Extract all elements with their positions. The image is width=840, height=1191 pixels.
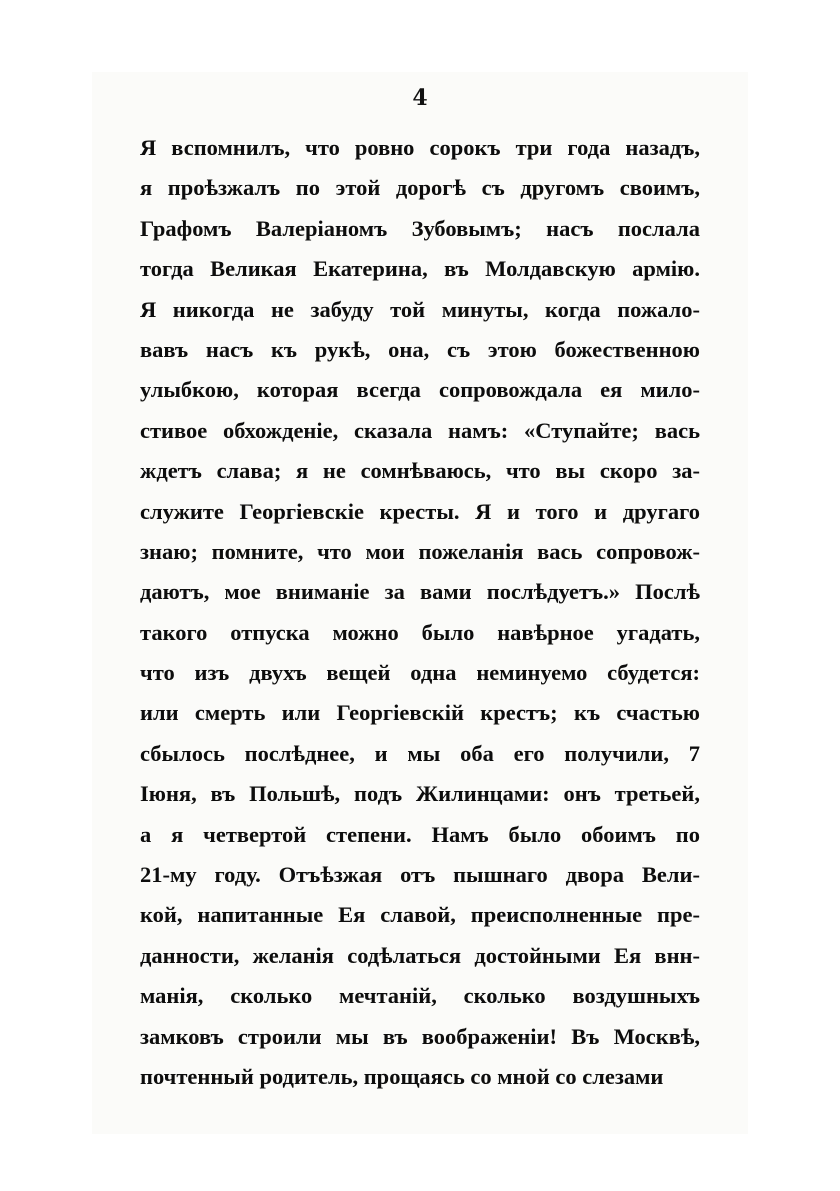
text-line: служите Георгіевскіе кресты. Я и того и другаго	[140, 498, 700, 524]
text-line: почтенный родитель, прощаясь со мной со слезами	[140, 1063, 664, 1089]
text-line: я проѣзжалъ по этой дорогѣ съ другомъ своимъ,	[140, 175, 700, 201]
text-line: Я вспомнилъ, что ровно сорокъ три года назадъ,	[140, 135, 700, 160]
text-line: что изъ двухъ вещей одна неминуемо сбудется:	[140, 660, 700, 686]
text-line: 21-му году. Отъѣзжая отъ пышнаго двора Вели-	[140, 862, 700, 888]
text-line: стивое обхожденіе, сказала намъ: «Ступайте; вась	[140, 417, 700, 443]
text-line: манія, сколько мечтаній, сколько воздушныхъ	[140, 983, 700, 1009]
text-line: сбылось послѣднее, и мы оба его получили, 7	[140, 740, 700, 766]
text-line: замковъ строили мы въ воображеніи! Въ Москвѣ,	[140, 1023, 700, 1049]
text-line: тогда Великая Екатерина, въ Молдавскую армію.	[140, 256, 700, 282]
text-line: кой, напитанные Ея славой, преисполненные пре-	[140, 902, 700, 928]
text-line: знаю; помните, что мои пожеланія вась сопровож-	[140, 538, 700, 564]
text-line: такого отпуска можно было навѣрное угадать,	[140, 619, 700, 645]
body-text	[140, 128, 700, 1097]
text-line: вавъ насъ къ рукѣ, она, съ этою божественною	[140, 336, 700, 362]
text-line: данности, желанія содѣлаться достойными Ея внн-	[140, 942, 700, 968]
page-number: 4	[412, 85, 428, 111]
text-line: или смерть или Георгіевскій крестъ; къ счастью	[140, 700, 700, 726]
text-line: улыбкою, которая всегда сопровождала ея мило-	[140, 377, 700, 403]
text-line: Графомъ Валеріаномъ Зубовымъ; насъ послала	[140, 215, 700, 241]
text-line: даютъ, мое вниманіе за вами послѣдуетъ.» Послѣ	[140, 579, 700, 605]
text-line: ждетъ слава; я не сомнѣваюсь, что вы скоро за-	[140, 458, 700, 484]
text-line: Я никогда не забуду той минуты, когда пожало-	[140, 296, 700, 322]
text-line: а я четвертой степени. Намъ было обоимъ по	[140, 821, 700, 847]
text-line: Іюня, въ Польшѣ, подъ Жилинцами: онъ третьей,	[140, 781, 700, 807]
